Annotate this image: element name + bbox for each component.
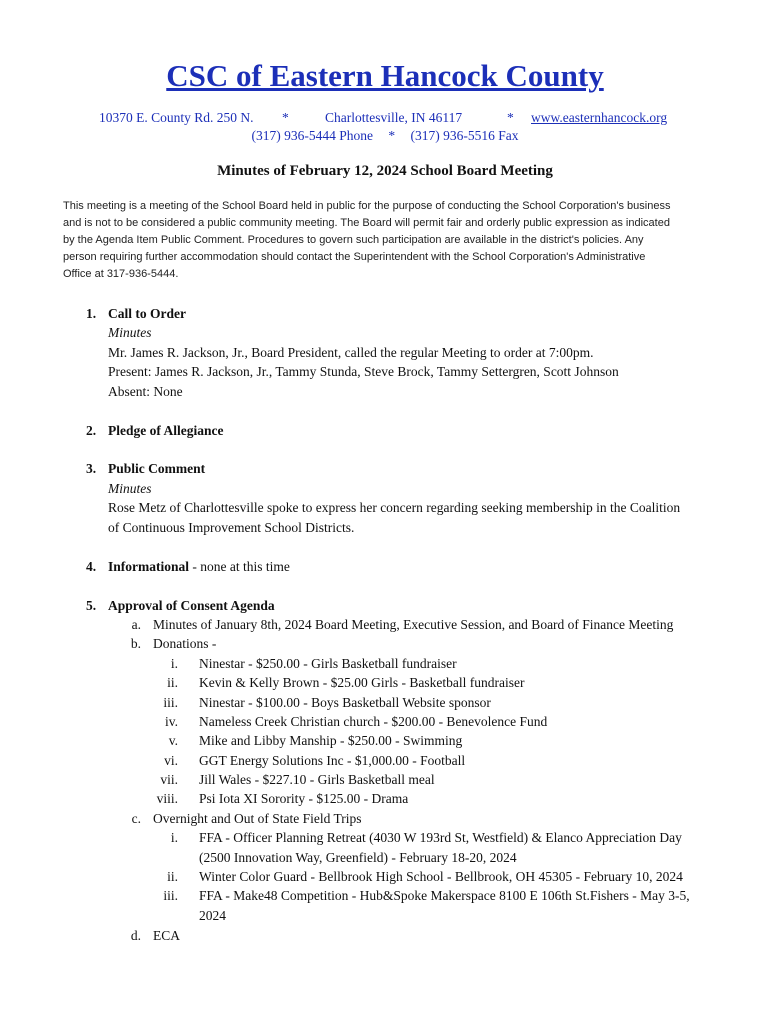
intro-line: Office at 317-936-5444.: [63, 268, 179, 280]
list-marker: iii.: [163, 888, 178, 903]
minutes-text: Present: James R. Jackson, Jr., Tammy Stunda, Steve Brock, Tammy Settergren, Scott Johnson: [108, 364, 619, 379]
trip-item: FFA - Make48 Competition - Hub&Spoke Makerspace 8100 E 106th St.Fishers - May 3-5,: [199, 888, 690, 903]
list-marker: iii.: [163, 695, 178, 710]
phone-number: (317) 936-5444 Phone: [251, 128, 373, 143]
donation-item: Jill Wales - $227.10 - Girls Basketball meal: [199, 772, 435, 787]
separator-star: *: [282, 110, 289, 125]
item-title-informational: Informational: [108, 559, 189, 574]
list-marker: vi.: [164, 753, 178, 768]
list-marker: a.: [131, 617, 141, 632]
list-marker: iv.: [165, 714, 178, 729]
list-marker: vii.: [160, 772, 178, 787]
minutes-label: Minutes: [108, 325, 152, 340]
item-title-consent-agenda: Approval of Consent Agenda: [108, 598, 275, 613]
item-title-pledge: Pledge of Allegiance: [108, 423, 224, 438]
list-marker: i.: [170, 830, 178, 845]
list-marker: ii.: [167, 675, 178, 690]
trip-item: 2024: [199, 908, 226, 923]
list-item: Overnight and Out of State Field Trips: [153, 811, 362, 826]
trip-item: Winter Color Guard - Bellbrook High School - Bellbrook, OH 45305 - February 10, 2024: [199, 869, 683, 884]
list-marker: viii.: [156, 791, 178, 806]
minutes-text: Mr. James R. Jackson, Jr., Board President, called the regular Meeting to order at 7:00pm.: [108, 345, 594, 360]
website-link[interactable]: www.easternhancock.org: [531, 110, 668, 125]
street-address: 10370 E. County Rd. 250 N.: [99, 110, 254, 125]
item-number: 4.: [86, 559, 97, 574]
donation-item: GGT Energy Solutions Inc - $1,000.00 - Football: [199, 753, 466, 768]
minutes-text: of Continuous Improvement School Districts.: [108, 520, 355, 535]
item-number: 3.: [86, 461, 97, 476]
intro-line: person requiring further accommodation should contact the Superintendent with the School Corporation's Administrative: [63, 251, 646, 263]
informational-note: - none at this time: [189, 559, 290, 574]
organization-title: CSC of Eastern Hancock County: [166, 58, 604, 93]
list-marker: v.: [168, 733, 178, 748]
item-informational: [108, 559, 290, 575]
trip-item: (2500 Innovation Way, Greenfield) - February 18-20, 2024: [199, 850, 517, 865]
donation-item: Nameless Creek Christian church - $200.00 - Benevolence Fund: [199, 714, 548, 729]
intro-line: This meeting is a meeting of the School Board held in public for the purpose of conducting the School Corporation's business: [63, 200, 671, 212]
list-marker: b.: [130, 636, 141, 651]
item-title-public-comment: Public Comment: [108, 461, 206, 476]
fax-number: (317) 936-5516 Fax: [410, 128, 519, 143]
trip-item: FFA - Officer Planning Retreat (4030 W 193rd St, Westfield) & Elanco Appreciation Day: [199, 830, 682, 845]
list-marker: d.: [130, 928, 141, 943]
donation-item: Psi Iota XI Sorority - $125.00 - Drama: [199, 791, 409, 806]
donation-item: Ninestar - $250.00 - Girls Basketball fundraiser: [199, 656, 457, 671]
item-number: 2.: [86, 423, 97, 438]
list-item: Donations -: [153, 636, 217, 651]
separator-star: *: [388, 128, 396, 143]
intro-line: and is not to be considered a public community meeting. The Board will permit fair and orderly public expression as indicated: [63, 217, 670, 229]
minutes-text: Absent: None: [108, 384, 183, 399]
donation-item: Mike and Libby Manship - $250.00 - Swimming: [199, 733, 463, 748]
item-number: 5.: [86, 598, 97, 613]
intro-paragraph: [63, 198, 708, 283]
meeting-title: Minutes of February 12, 2024 School Board Meeting: [217, 163, 553, 179]
list-item: ECA: [153, 928, 180, 943]
minutes-text: Rose Metz of Charlottesville spoke to express her concern regarding seeking membership in the Coalition: [108, 500, 681, 515]
donation-item: Ninestar - $100.00 - Boys Basketball Website sponsor: [199, 695, 491, 710]
list-item: Minutes of January 8th, 2024 Board Meeting, Executive Session, and Board of Finance Meeting: [153, 617, 674, 632]
separator-star: *: [507, 110, 514, 125]
contact-line: [0, 128, 770, 144]
donation-item: Kevin & Kelly Brown - $25.00 Girls - Basketball fundraiser: [199, 675, 525, 690]
item-number: 1.: [86, 306, 97, 321]
list-marker: i.: [170, 656, 178, 671]
list-marker: ii.: [167, 869, 178, 884]
list-marker: c.: [131, 811, 141, 826]
intro-line: by the Agenda Item Public Comment. Procedures to govern such participation are available in the district's policies. Any: [63, 234, 644, 246]
city-address: Charlottesville, IN 46117: [325, 110, 463, 125]
item-title-call-to-order: Call to Order: [108, 306, 186, 321]
minutes-label: Minutes: [108, 481, 152, 496]
